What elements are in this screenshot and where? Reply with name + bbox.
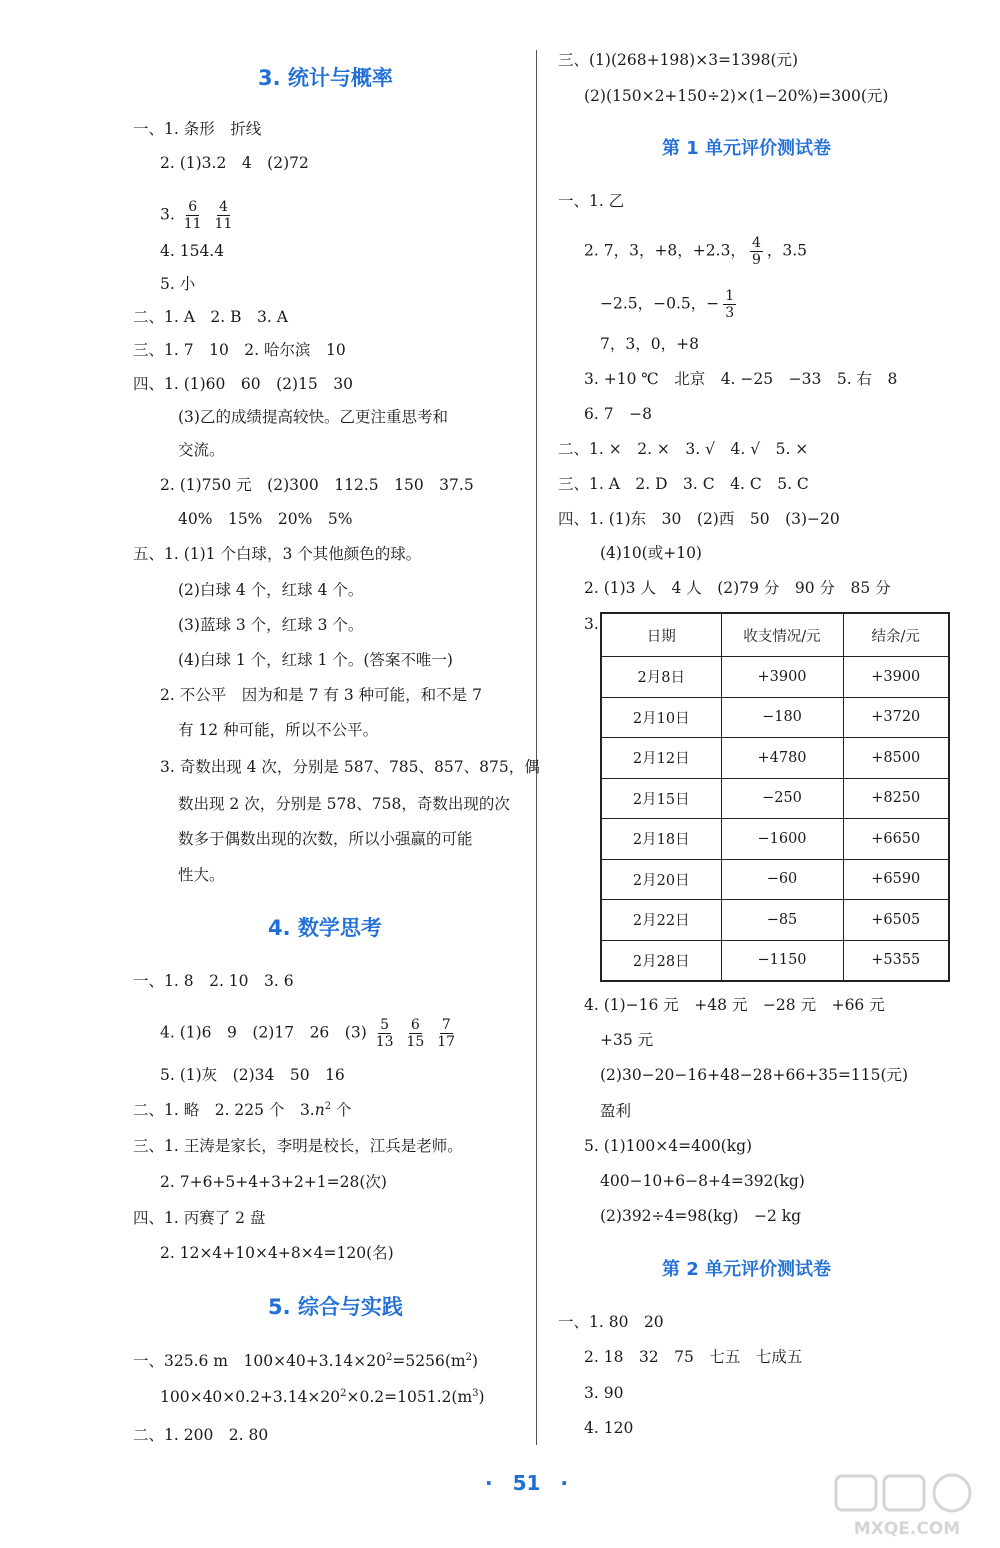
section-title-math-thinking: 4. 数学思考: [268, 916, 382, 940]
answer-line: 性大。: [178, 866, 225, 884]
table-cell: +6650: [843, 819, 949, 860]
income-expense-table: [600, 612, 950, 982]
fraction: $\frac{5}{13}$: [375, 1017, 394, 1050]
table-cell: 2月15日: [601, 778, 721, 819]
answer-line: 7，3，0，+8: [600, 335, 699, 353]
answer-line: (2)白球 4 个，红球 4 个。: [178, 581, 364, 599]
answer-line: −2.5，−0.5，− $\frac{1}{3}$: [600, 288, 735, 321]
column-divider: [536, 50, 537, 1445]
table-header-change: 收支情况/元: [721, 613, 843, 657]
answer-line: 5. (1)灰 (2)34 50 16: [160, 1066, 345, 1084]
table-row: [601, 940, 949, 981]
table-cell: +8250: [843, 778, 949, 819]
table-row: [601, 859, 949, 900]
table-cell: +4780: [721, 738, 843, 779]
table-cell: −60: [721, 859, 843, 900]
answer-line: 三、1. 7 10 2. 哈尔滨 10: [133, 341, 346, 359]
answer-line: 3. 90: [584, 1384, 624, 1402]
table-cell: −250: [721, 778, 843, 819]
answer-line: 5. 小: [160, 275, 196, 293]
answer-line: (4)白球 1 个，红球 1 个。(答案不唯一): [178, 651, 453, 669]
fraction: $\frac{1}{3}$: [725, 288, 735, 321]
fraction: $\frac{7}{17}$: [437, 1017, 456, 1050]
answer-line: 3. $\frac{6}{11}$ $\frac{4}{11}$: [160, 199, 233, 232]
table-cell: −180: [721, 697, 843, 738]
answer-line: (2)392÷4=98(kg) −2 kg: [600, 1207, 802, 1225]
section-title-unit1-test: 第 1 单元评价测试卷: [662, 138, 832, 159]
answer-line: 二、1. 200 2. 80: [133, 1426, 269, 1444]
watermark-shape: [836, 1476, 876, 1510]
table-row: [601, 778, 949, 819]
page-number: · 51 ·: [485, 1471, 569, 1495]
answer-line: 三、(1)(268+198)×3=1398(元): [558, 51, 799, 69]
answer-line: (3)蓝球 3 个，红球 3 个。: [178, 616, 364, 634]
answer-line: 2. 12×4+10×4+8×4=120(名): [160, 1244, 394, 1262]
answer-line: 2. 7+6+5+4+3+2+1=28(次): [160, 1173, 387, 1191]
table-header-balance: 结余/元: [843, 613, 949, 657]
answer-line: 三、1. A 2. D 3. C 4. C 5. C: [558, 475, 809, 493]
answer-line: 6. 7 −8: [584, 405, 652, 423]
answer-line: 3. 奇数出现 4 次，分别是 587、785、857、875，偶: [160, 758, 540, 776]
table-cell: 2月18日: [601, 819, 721, 860]
answer-line: 五、1. (1)1 个白球，3 个其他颜色的球。: [133, 545, 422, 563]
answer-line: 2. 不公平 因为和是 7 有 3 种可能，和不是 7: [160, 686, 482, 704]
table-cell: +5355: [843, 940, 949, 981]
answer-line: 2. 18 32 75 七五 七成五: [584, 1348, 803, 1366]
answer-line: 有 12 种可能，所以不公平。: [178, 721, 379, 739]
fraction: $\frac{4}{11}$: [214, 199, 233, 232]
table-cell: +3900: [721, 657, 843, 698]
table-cell: 2月10日: [601, 697, 721, 738]
watermark-logo: [832, 1472, 982, 1540]
watermark-text: MXQE.COM: [853, 1519, 961, 1539]
answer-line: 2. (1)750 元 (2)300 112.5 150 37.5: [160, 476, 474, 494]
table-cell: −1150: [721, 940, 843, 981]
table-cell: +3720: [843, 697, 949, 738]
answer-line: 4. 154.4: [160, 242, 225, 260]
table-cell: −85: [721, 900, 843, 941]
table-row: [601, 657, 949, 698]
answer-line: (2)30−20−16+48−28+66+35=115(元): [600, 1066, 909, 1084]
answer-line: 盈利: [600, 1102, 632, 1120]
answer-line: 四、1. (1)60 60 (2)15 30: [133, 375, 354, 393]
fraction: $\frac{6}{15}$: [406, 1017, 425, 1050]
table-cell: +6505: [843, 900, 949, 941]
table-cell: 2月22日: [601, 900, 721, 941]
answer-line: (2)(150×2+150÷2)×(1−20%)=300(元): [584, 87, 889, 105]
answer-line: 400−10+6−8+4=392(kg): [600, 1172, 805, 1190]
answer-line: +35 元: [600, 1031, 654, 1049]
answer-line: 三、1. 王涛是家长，李明是校长，江兵是老师。: [133, 1137, 463, 1155]
table-row: [601, 900, 949, 941]
table-cell: 2月28日: [601, 940, 721, 981]
table-row: [601, 819, 949, 860]
table-cell: +3900: [843, 657, 949, 698]
answer-line: 四、1. (1)东 30 (2)西 50 (3)−20: [558, 510, 840, 528]
answer-line: 3.: [584, 615, 599, 633]
answer-line: 一、1. 条形 折线: [133, 120, 262, 138]
table-cell: +6590: [843, 859, 949, 900]
answer-line: 40% 15% 20% 5%: [178, 510, 353, 528]
answer-line: 交流。: [178, 441, 225, 459]
answer-line: 一、1. 80 20: [558, 1313, 664, 1331]
answer-line: 数多于偶数出现的次数，所以小强赢的可能: [178, 830, 473, 848]
table-cell: 2月20日: [601, 859, 721, 900]
section-title-practice: 5. 综合与实践: [268, 1295, 403, 1319]
fraction: $\frac{4}{9}$: [751, 235, 761, 268]
table-row: [601, 738, 949, 779]
answer-line: $100\times 40\times 0.2+3.14\times 20^2\times 0.2=1051.2(m^3)$: [160, 1388, 485, 1407]
table-row: [601, 697, 949, 738]
table-cell: 2月8日: [601, 657, 721, 698]
fraction: $\frac{6}{11}$: [183, 199, 202, 232]
answer-line: 一、325.6 m $100\times 40+3.14\times 20^2=5256(m^2)$: [133, 1352, 479, 1371]
answer-line: 一、1. 乙: [558, 192, 625, 210]
answer-line: 数出现 2 次，分别是 578、758，奇数出现的次: [178, 795, 510, 813]
answer-line: 4. (1)−16 元 +48 元 −28 元 +66 元: [584, 996, 885, 1014]
answer-line: 二、1. A 2. B 3. A: [133, 308, 288, 326]
watermark-shape: [884, 1476, 924, 1510]
table-cell: +8500: [843, 738, 949, 779]
answer-line: 2. (1)3 人 4 人 (2)79 分 90 分 85 分: [584, 579, 891, 597]
answer-line: 4. 120: [584, 1419, 634, 1437]
answer-line: 2. 7，3，+8，+2.3， $\frac{4}{9}$ ，3.5: [584, 235, 808, 268]
answer-line: 二、1. 略 2. 225 个 $3.n^2$ 个: [133, 1101, 352, 1120]
answer-line: 二、1. × 2. × 3. √ 4. √ 5. ×: [558, 440, 809, 458]
answer-line: 4. (1)6 9 (2)17 26 (3) $\frac{5}{13}$ $\frac{6}{15}$ $\frac{7}{17}$: [160, 1017, 456, 1050]
answer-line: (3)乙的成绩提高较快。乙更注重思考和: [178, 408, 448, 426]
table-header-row: [601, 613, 949, 657]
answer-line: 四、1. 丙赛了 2 盘: [133, 1209, 266, 1227]
answer-line: (4)10(或+10): [600, 544, 702, 562]
answer-line: 5. (1)100×4=400(kg): [584, 1137, 753, 1155]
answer-line: 2. (1)3.2 4 (2)72: [160, 154, 309, 172]
answer-line: 一、1. 8 2. 10 3. 6: [133, 972, 294, 990]
section-title-unit2-test: 第 2 单元评价测试卷: [662, 1259, 832, 1280]
table-header-date: 日期: [601, 613, 721, 657]
answer-line: 3. +10 ℃ 北京 4. −25 −33 5. 右 8: [584, 370, 898, 388]
table-cell: 2月12日: [601, 738, 721, 779]
section-title-statistics: 3. 统计与概率: [258, 66, 393, 90]
table-cell: −1600: [721, 819, 843, 860]
watermark-shape: [934, 1475, 970, 1511]
